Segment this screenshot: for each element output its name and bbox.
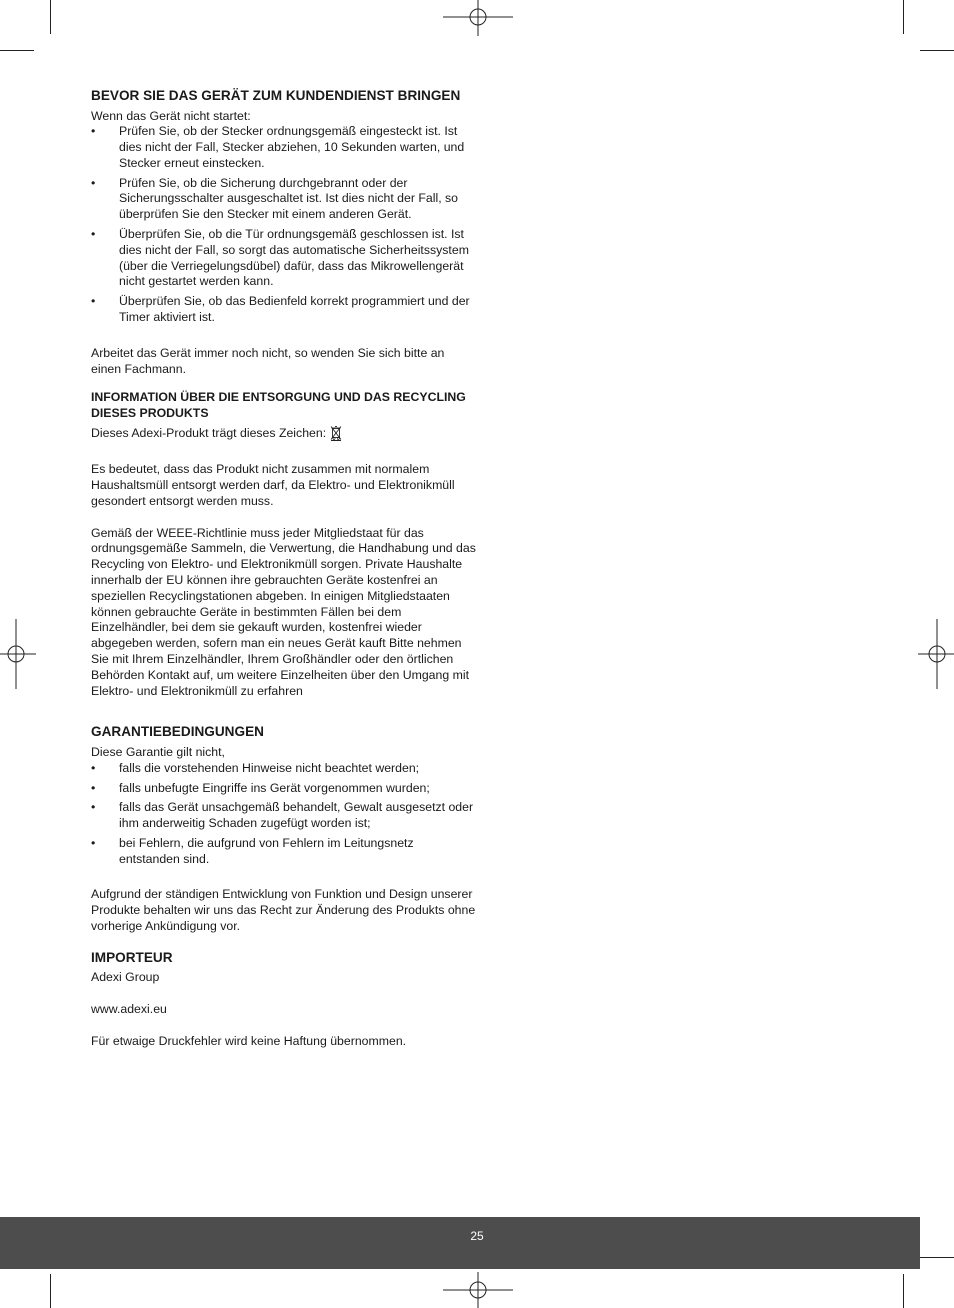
list-item: • Überprüfen Sie, ob das Bedienfeld korrekt programmiert und der Timer aktiviert ist. xyxy=(91,294,476,326)
recycling-paragraph-1: Es bedeutet, dass das Produkt nicht zusammen mit normalem Haushaltsmüll entsorgt werden darf, da Elektro- und Elektronikmüll gesondert entsorgt werden muss. xyxy=(91,462,455,508)
registration-mark-icon xyxy=(443,0,513,36)
list-item: • bei Fehlern, die aufgrund von Fehlern im Leitungsnetz entstanden sind. xyxy=(91,836,476,868)
list-item: • Überprüfen Sie, ob die Tür ordnungsgemäß geschlossen ist. Ist dies nicht der Fall, so sorgt das automatische Sicherheitssystem (über die Verriegelungsdübel) dafür, dass das Mikrowellengerät nicht gestartet werden kann. xyxy=(91,227,476,290)
warranty-intro: Diese Garantie gilt nicht, xyxy=(91,744,225,759)
registration-mark-icon xyxy=(0,619,36,689)
crop-mark xyxy=(50,0,51,34)
list-item: • Prüfen Sie, ob der Stecker ordnungsgemäß eingesteckt ist. Ist dies nicht der Fall, Stecker abziehen, 10 Sekunden warten, und Stecker erneut einstecken. xyxy=(91,124,476,171)
troubleshooting-heading: BEVOR SIE DAS GERÄT ZUM KUNDENDIENST BRINGEN xyxy=(91,88,461,103)
importer-website: www.adexi.eu xyxy=(91,1002,167,1017)
footer-band xyxy=(0,1217,920,1269)
recycling-sign-text: Dieses Adexi-Produkt trägt dieses Zeichen: xyxy=(91,426,327,441)
registration-mark-icon xyxy=(443,1272,513,1308)
crop-mark xyxy=(903,0,904,34)
importer-company: Adexi Group xyxy=(91,970,160,985)
crop-mark xyxy=(50,1274,51,1308)
list-item: • Prüfen Sie, ob die Sicherung durchgebrannt oder der Sicherungsschalter ausgeschaltet ist. Ist dies nicht der Fall, so überprüfen Sie den Stecker mit einem anderen Gerät. xyxy=(91,176,476,223)
crop-mark xyxy=(903,1274,904,1308)
troubleshooting-list xyxy=(91,124,476,326)
troubleshooting-closing: Arbeitet das Gerät immer noch nicht, so wenden Sie sich bitte an einen Fachmann. xyxy=(91,345,445,376)
list-item: • falls unbefugte Eingriffe ins Gerät vorgenommen wurden; xyxy=(91,781,476,797)
warranty-list xyxy=(91,761,476,868)
crop-mark xyxy=(0,50,34,51)
list-item: • falls die vorstehenden Hinweise nicht beachtet werden; xyxy=(91,761,476,777)
recycling-paragraph-2: Gemäß der WEEE-Richtlinie muss jeder Mitgliedstaat für das ordnungsgemäße Sammeln, die Verwertung, die Handhabung und das Recycling von Elektro- und Elektronikmüll sorgen. Private Haushalte innerhalb der EU können ihre gebrauchten Geräte kostenfrei an speziellen Recyclingstationen abgeben. In einigen Mitgliedstaaten können gebrauchte Geräte in bestimmten Fällen bei dem Einzelhändler, bei dem sie gekauft wurden, kostenfrei wieder abgegeben werden, sofern man ein neues Gerät kauft Bitte nehmen Sie mit Ihrem Einzelhändler, Ihrem Großhändler oder den örtlichen Behörden Kontakt auf, um weitere Einzelheiten über den Umgang mit Elektro- und Elektronikmüll zu erfahren xyxy=(91,525,476,698)
list-item: • falls das Gerät unsachgemäß behandelt, Gewalt ausgesetzt oder ihm anderweitig Schaden zugefügt worden ist; xyxy=(91,800,476,832)
registration-mark-icon xyxy=(918,619,954,689)
recycling-sign-line xyxy=(91,425,476,446)
page-number: 25 xyxy=(470,1229,484,1243)
troubleshooting-intro: Wenn das Gerät nicht startet: xyxy=(91,108,251,123)
crossed-out-wheelie-bin-icon xyxy=(330,425,342,446)
page-content xyxy=(91,88,476,1050)
importer-disclaimer: Für etwaige Druckfehler wird keine Haftung übernommen. xyxy=(91,1033,407,1048)
importer-heading: IMPORTEUR xyxy=(91,949,173,965)
crop-mark xyxy=(920,1257,954,1258)
recycling-heading: INFORMATION ÜBER DIE ENTSORGUNG UND DAS RECYCLING DIESES PRODUKTS xyxy=(91,390,466,421)
warranty-heading: GARANTIEBEDINGUNGEN xyxy=(91,724,264,740)
crop-mark xyxy=(920,50,954,51)
warranty-closing: Aufgrund der ständigen Entwicklung von Funktion und Design unserer Produkte behalten wir uns das Recht zur Änderung des Produkts ohne vorherige Ankündigung vor. xyxy=(91,887,476,934)
